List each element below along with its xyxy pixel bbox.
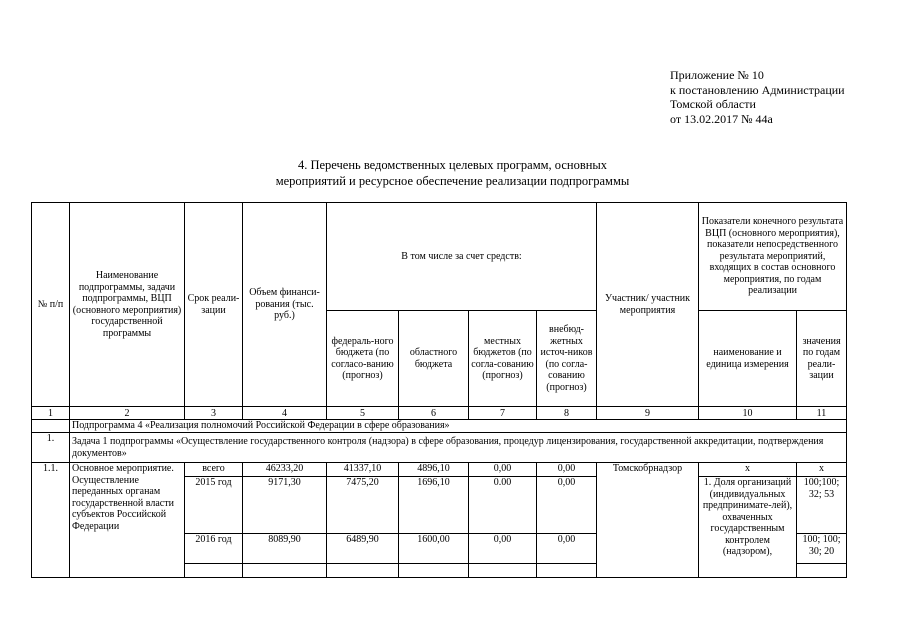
col-number: 6 (399, 407, 469, 420)
extra-2015: 0,00 (537, 477, 597, 534)
participant: Томскобрнадзор (597, 463, 699, 578)
extra-total: 0,00 (537, 463, 597, 477)
header-including: В том числе за счет средств: (327, 203, 597, 311)
column-numbers-row (32, 407, 847, 420)
activity-name: Основное мероприятие. Осуществление переданных органам государственной власти субъектов Российской Федерации (70, 463, 185, 578)
empty-cell (537, 564, 597, 578)
header-local: местных бюджетов (по согла-сованию (прогноз) (469, 311, 537, 407)
header-federal: федераль-ного бюджета (по согласо-ванию (прогноз) (327, 311, 399, 407)
empty-cell (243, 564, 327, 578)
term-total: всего (185, 463, 243, 477)
values-2015: 100;100; 32; 53 (797, 477, 847, 534)
programs-table (31, 202, 847, 578)
col-number: 4 (243, 407, 327, 420)
values-2016: 100; 100; 30; 20 (797, 534, 847, 564)
col-number: 10 (699, 407, 797, 420)
regional-total: 4896,10 (399, 463, 469, 477)
header-extra: внебюд-жетных источ-ников (по согла-сованию (прогноз) (537, 311, 597, 407)
header-name: Наименование подпрограммы, задачи подпрограммы, ВЦП (основного мероприятия) государственной программы (70, 203, 185, 407)
activity-row-total (32, 463, 847, 477)
task-row (32, 433, 847, 463)
appendix-line-3: Томской области (670, 97, 756, 111)
title-line-2: мероприятий и ресурсное обеспечение реализации подпрограммы (275, 174, 630, 188)
indicator-name-x: х (699, 463, 797, 477)
col-number: 9 (597, 407, 699, 420)
federal-2015: 7475,20 (327, 477, 399, 534)
appendix-line-1: Приложение № 10 (670, 68, 764, 82)
regional-2016: 1600,00 (399, 534, 469, 564)
activity-num: 1.1. (32, 463, 70, 578)
col-number: 11 (797, 407, 847, 420)
term-2016: 2016 год (185, 534, 243, 564)
header-term: Срок реали-зации (185, 203, 243, 407)
subprogram-row (32, 420, 847, 433)
local-2016: 0,00 (469, 534, 537, 564)
appendix-block (670, 68, 845, 126)
appendix-line-2: к постановлению Администрации (670, 82, 845, 97)
federal-total: 41337,10 (327, 463, 399, 477)
col-number: 7 (469, 407, 537, 420)
col-number: 3 (185, 407, 243, 420)
subprogram-title: Подпрограмма 4 «Реализация полномочий Российской Федерации в сфере образования» (70, 420, 847, 433)
empty-cell (327, 564, 399, 578)
empty-cell (185, 564, 243, 578)
header-num: № п/п (32, 203, 70, 407)
volume-total: 46233,20 (243, 463, 327, 477)
subprogram-num-cell (32, 420, 70, 433)
indicator-name: 1. Доля организаций (индивидуальных предпринимате-лей), охваченных государственным контролем (надзором), (699, 477, 797, 578)
header-indicator-name: наименование и единица измерения (699, 311, 797, 407)
appendix-line-4: от 13.02.2017 № 44а (670, 111, 773, 126)
local-2015: 0.00 (469, 477, 537, 534)
extra-2016: 0,00 (537, 534, 597, 564)
task-text: Задача 1 подпрограммы «Осуществление государственного контроля (надзора) в сфере образования, процедур лицензирования, государственной аккредитации, подтверждения документов» (70, 433, 847, 463)
task-num: 1. (32, 433, 70, 463)
empty-cell (797, 564, 847, 578)
header-regional: областного бюджета (399, 311, 469, 407)
header-indicator-values: значения по годам реали-зации (797, 311, 847, 407)
federal-2016: 6489,90 (327, 534, 399, 564)
empty-cell (469, 564, 537, 578)
col-number: 2 (70, 407, 185, 420)
col-number: 8 (537, 407, 597, 420)
title-line-1: 4. Перечень ведомственных целевых программ, основных (297, 158, 608, 172)
empty-cell (399, 564, 469, 578)
indicator-values-x: х (797, 463, 847, 477)
document-title (0, 157, 905, 189)
header-participant: Участник/ участник мероприятия (597, 203, 699, 407)
term-2015: 2015 год (185, 477, 243, 534)
volume-2016: 8089,90 (243, 534, 327, 564)
col-number: 5 (327, 407, 399, 420)
local-total: 0,00 (469, 463, 537, 477)
header-volume: Объем финанси-рования (тыс. руб.) (243, 203, 327, 407)
header-indicators: Показатели конечного результата ВЦП (основного мероприятия), показатели непосредственного результата мероприятий, входящих в состав основного мероприятия, по годам реализации (699, 203, 847, 311)
volume-2015: 9171,30 (243, 477, 327, 534)
regional-2015: 1696,10 (399, 477, 469, 534)
col-number: 1 (32, 407, 70, 420)
